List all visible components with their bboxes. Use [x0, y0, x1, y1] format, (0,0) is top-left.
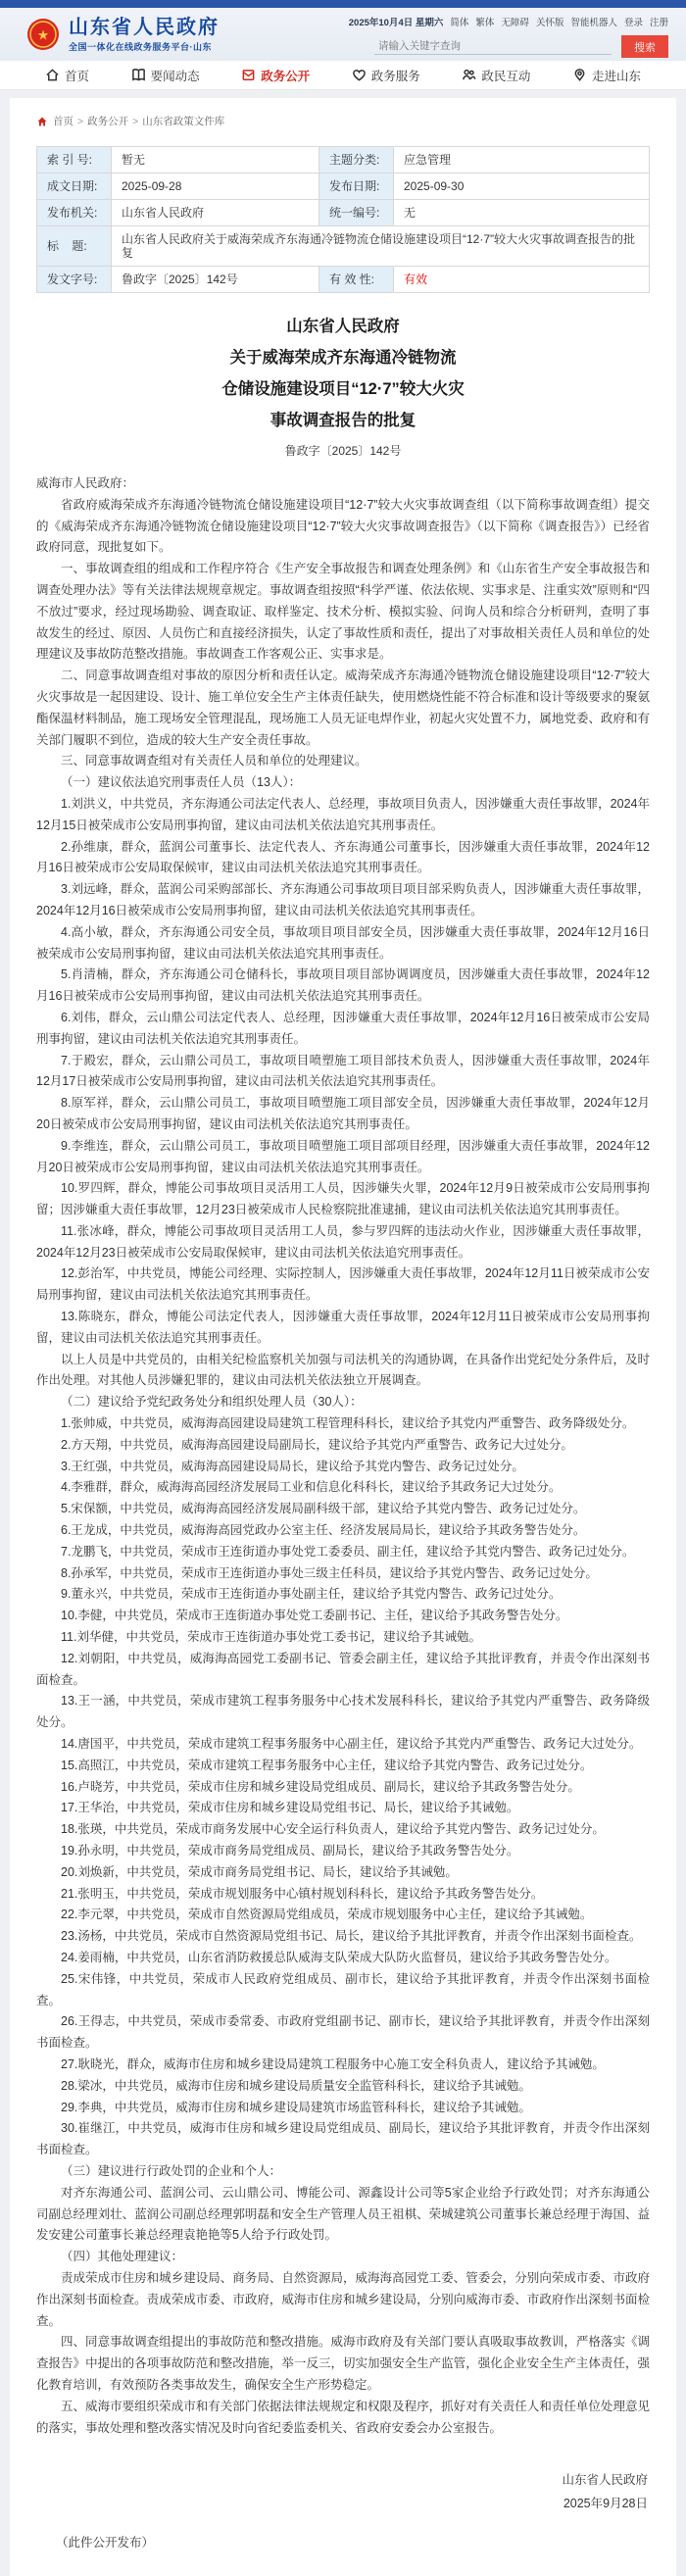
nav-home[interactable]	[45, 67, 89, 84]
table-row	[37, 226, 650, 267]
nav-news[interactable]	[131, 67, 200, 84]
document-paragraph: 27.耿晓光，群众，威海市住房和城乡建设局建筑工程服务中心施工安全科负责人，建议给予其诫勉。	[61, 2056, 605, 2071]
breadcrumb-policy-library[interactable]: 山东省政策文件库	[142, 116, 225, 127]
search-input[interactable]	[374, 38, 612, 55]
link-register[interactable]: 注册	[649, 18, 668, 28]
doc-number-value: 鲁政字〔2025〕142号	[112, 267, 319, 293]
table-row	[37, 267, 650, 293]
document-paragraph: 7.龙鹏飞，中共党员，荣成市王连街道办事处党工委委员、副主任，建议给予其党内警告、政务记过处分。	[61, 1544, 635, 1559]
document-body	[36, 473, 650, 2439]
signature-name: 山东省人民政府	[562, 2473, 648, 2488]
document-paragraph: 20.刘焕新，中共党员，荣成市商务局党组书记、局长，建议给予其诫勉。	[61, 1864, 458, 1879]
document-paragraph: 17.王华治，中共党员，荣成市住房和城乡建设局党组书记、局长，建议给予其诫勉。	[61, 1801, 519, 1815]
nav-shandong-label: 走进山东	[591, 69, 641, 83]
document-paragraph: 3.刘远峰，群众，蓝润公司采购部部长、齐东海通公司事故项目项目部采购负责人，因涉嫌重大责任事故罪，2024年12月16日被荣成市公安局刑事拘留，建议由司法机关依法追究其刑事责任。	[36, 882, 650, 917]
nav-news-label: 要闻动态	[150, 69, 200, 83]
document-paragraph: 四、同意事故调查组提出的事故防范和整改措施。威海市政府及有关部门要认真吸取事故教训，严格落实《调查报告》中提出的各项事故防范和整改措施，举一反三，切实加强安全生产监管，强化企业安全生产主体责任，强化教育培训，有效预防各类事故发生，确保安全生产形势稳定。	[36, 2335, 650, 2392]
breadcrumb-separator: >	[132, 115, 139, 127]
document-title-line: 关于威海荣成齐东海通冷链物流	[229, 349, 457, 367]
link-login[interactable]: 登录	[623, 18, 643, 28]
document-paragraph: 责成荣成市住房和城乡建设局、商务局、自然资源局，威海海高园党工委、管委会，分别向荣成市委、市政府作出深刻书面检查。责成荣成市委、市政府，威海市住房和城乡建设局，分别向威海市委、市政府作出深刻书面检查。	[36, 2270, 650, 2328]
document-title-line: 山东省人民政府	[286, 318, 400, 335]
document-paragraph: 1.刘洪义，中共党员，齐东海通公司法定代表人、总经理，事故项目负责人，因涉嫌重大责任事故罪，2024年12月15日被荣成市公安局刑事拘留，建议由司法机关依法追究其刑事责任。	[36, 796, 650, 832]
written-date-label: 成文日期:	[37, 173, 112, 200]
document-paragraph: 5.肖清楠，群众，齐东海通公司仓储科长，事故项目项目部协调调度员，因涉嫌重大责任事故罪，2024年12月16日被荣成市公安局刑事拘留，建议由司法机关依法追究其刑事责任。	[36, 967, 650, 1004]
signature-block	[36, 2468, 650, 2515]
document-paragraph: 8.原军祥，群众，云山鼎公司员工，事故项目喷塑施工项目部安全员，因涉嫌重大责任事故罪，2024年12月20日被荣成市公安局刑事拘留，建议由司法机关依法追究其刑事责任。	[36, 1096, 650, 1131]
document-paragraph: 13.陈晓东，群众，博能公司法定代表人，因涉嫌重大责任事故罪，2024年12月11日被荣成市公安局刑事拘留，建议由司法机关依法追究其刑事责任。	[36, 1310, 650, 1345]
title-value: 山东省人民政府关于威海荣成齐东海通冷链物流仓储设施建设项目“12·7”较大火灾事故调查报告的批复	[112, 226, 650, 267]
home-icon	[45, 68, 60, 82]
breadcrumb-disclosure[interactable]: 政务公开	[87, 116, 129, 127]
document-paragraph: 22.李元翠，中共党员，荣成市自然资源局党组成员，荣成市规划服务中心主任，建议给予其诫勉。	[61, 1907, 593, 1922]
table-row	[37, 173, 650, 200]
document-paragraph: 5.宋保额，中共党员，威海海高园经济发展局副科级干部，建议给予其党内警告、政务记过处分。	[61, 1502, 586, 1516]
document-meta-table	[36, 146, 650, 293]
document-paragraph: 16.卢晓芳，中共党员，荣成市住房和城乡建设局党组成员、副局长，建议给予其政务警告处分。	[61, 1779, 580, 1794]
nav-home-label: 首页	[65, 69, 90, 83]
document-paragraph: （二）建议给予党纪政务处分和组织处理人员（30人）：	[61, 1395, 363, 1410]
document-paragraph: 9.董永兴，中共党员，荣成市王连街道办事处副主任，建议给予其党内警告、政务记过处分。	[61, 1587, 562, 1602]
document-paragraph: （三）建议进行行政处罚的企业和个人：	[61, 2163, 282, 2178]
link-traditional[interactable]: 繁体	[475, 18, 495, 28]
topic-value: 应急管理	[394, 147, 650, 173]
breadcrumb	[36, 114, 650, 128]
document-paragraph: 11.张冰峰，群众，博能公司事故项目灵活用工人员，参与罗四辉的违法动火作业，因涉嫌重大责任事故罪，2024年12月23日被荣成市公安局取保候审，建议由司法机关依法追究刑事责任。	[36, 1223, 650, 1260]
index-number-value: 暂无	[112, 147, 319, 173]
site-header	[0, 8, 686, 61]
document-paragraph: 11.刘华健，中共党员，荣成市王连街道办事处党工委书记，建议给予其诫勉。	[61, 1630, 481, 1645]
nav-interaction[interactable]	[462, 67, 530, 84]
document-paragraph: 10.罗四辉，群众，博能公司事故项目灵活用工人员，因涉嫌失火罪，2024年12月9日被荣成市公安局刑事拘留；因涉嫌重大责任事故罪，12月23日被荣成市人民检察院批准逮捕，建议由司法机关依法追究其刑事责任。	[36, 1181, 650, 1217]
written-date-value: 2025-09-28	[112, 173, 319, 200]
site-logo[interactable]	[25, 17, 220, 53]
unified-number-label: 统一编号:	[319, 200, 394, 226]
doc-number-label: 发文字号:	[37, 267, 112, 293]
table-row	[37, 200, 650, 226]
agency-label: 发布机关:	[37, 200, 112, 226]
document-paragraph: 五、威海市要组织荣成市和有关部门依据法律法规规定和权限及程序，抓好对有关责任人和责任单位处理意见的落实，事故处理和整改落实情况及时向省纪委监委机关、省政府安委会办公室报告。	[36, 2399, 650, 2435]
breadcrumb-home[interactable]: 首页	[53, 116, 74, 127]
document-paragraph: 7.于殿宏，群众，云山鼎公司员工，事故项目喷塑施工项目部技术负责人，因涉嫌重大责任事故罪，2024年12月17日被荣成市公安局刑事拘留，建议由司法机关依法追究其刑事责任。	[36, 1053, 650, 1089]
document-number: 鲁政字〔2025〕142号	[284, 444, 402, 458]
document-paragraph: 8.孙承军，中共党员，荣成市王连街道办事处三级主任科员，建议给予其党内警告、政务记过处分。	[61, 1565, 598, 1580]
main-nav	[0, 61, 686, 90]
document-paragraph: 29.李典，中共党员，威海市住房和城乡建设局建筑市场监管科科长，建议给予其诫勉。	[61, 2100, 531, 2114]
header-date: 2025年10月4日 星期六	[348, 18, 444, 28]
nav-shandong[interactable]	[572, 67, 641, 84]
document-paragraph: 2.孙维康，群众，蓝润公司董事长、法定代表人、齐东海通公司董事长，因涉嫌重大责任事故罪，2024年12月16日被荣成市公安局取保候审，建议由司法机关依法追究其刑事责任。	[36, 839, 650, 875]
shandong-icon	[572, 68, 587, 82]
unified-number-value: 无	[394, 200, 650, 226]
validity-value: 有效	[394, 267, 650, 293]
document-paragraph: 6.刘伟，群众，云山鼎公司法定代表人、总经理，因涉嫌重大责任事故罪，2024年12月16日被荣成市公安局刑事拘留，建议由司法机关依法追究其刑事责任。	[36, 1010, 650, 1046]
document-paragraph: 12.刘朝阳，中共党员，威海海高园党工委副书记、管委会副主任，建议给予其批评教育，并责令作出深刻书面检查。	[36, 1651, 650, 1687]
document-paragraph: 21.张明玉，中共党员，荣成市规划服务中心镇村规划科科长，建议给予其政务警告处分。	[61, 1886, 544, 1901]
public-release-note: （此件公开发布）	[56, 2536, 155, 2551]
table-row	[37, 147, 650, 173]
nav-services-label: 政务服务	[370, 69, 420, 83]
publish-date-value: 2025-09-30	[394, 173, 650, 200]
document-paragraph: 26.王得志，中共党员，荣成市委常委、市政府党组副书记、副市长，建议给予其批评教育，并责令作出深刻书面检查。	[36, 2014, 650, 2051]
nav-services[interactable]	[352, 67, 420, 84]
nav-disclosure-label: 政务公开	[261, 69, 311, 83]
index-number-label: 索 引 号:	[37, 147, 112, 173]
document-paragraph: 威海市人民政府：	[36, 476, 135, 490]
top-blue-strip	[0, 0, 686, 8]
agency-value: 山东省人民政府	[112, 200, 319, 226]
site-subtitle: 全国一体化在线政务服务平台·山东	[69, 41, 212, 52]
document-paragraph: 12.彭治军，中共党员，博能公司经理、实际控制人，因涉嫌重大责任事故罪，2024年12月11日被荣成市公安局刑事拘留，建议由司法机关依法追究其刑事责任。	[36, 1266, 650, 1303]
document-paragraph: 一、事故调查组的组成和工作程序符合《生产安全事故报告和调查处理条例》和《山东省生产安全事故报告和调查处理办法》等有关法律法规规章规定。事故调查组按照“科学严谨、依法依规、实事求是、注重实效”原则和“四不放过”要求，经过现场勘验、调查取证、取样鉴定、技术分析、模拟实验、问询人员和综合分析研判，查明了事故发生的经过、原因、人员伤亡和直接经济损失，认定了事故性质和责任，提出了对事故相关责任人员和单位的处理建议及事故防范整改措施。事故调查工作客观公正、实事求是。	[36, 562, 650, 662]
document-paragraph: 30.崔继江，中共党员，威海市住房和城乡建设局党组成员、副局长，建议给予其批评教育，并责令作出深刻书面检查。	[36, 2121, 650, 2157]
search-button[interactable]: 搜索	[621, 35, 668, 58]
link-simplified[interactable]: 简体	[450, 18, 469, 28]
breadcrumb-home-icon	[36, 116, 48, 127]
document-paragraph: （一）建议依法追究刑事责任人员（13人）：	[61, 775, 302, 790]
document-paragraph: 1.张帅威，中共党员，威海海高园建设局建筑工程管理科科长，建议给予其党内严重警告、政务降级处分。	[61, 1416, 635, 1431]
document-paragraph: 13.王一涵，中共党员，荣成市建筑工程事务服务中心技术发展科科长，建议给予其党内严重警告、政务降级处分。	[36, 1694, 650, 1730]
emblem-icon	[25, 17, 61, 52]
header-top-links	[348, 15, 668, 28]
document-paragraph: 以上人员是中共党员的，由相关纪检监察机关加强与司法机关的沟通协调，在具备作出党纪处分条件后，及时作出处理。对其他人员涉嫌犯罪的，建议由司法机关依法独立开展调查。	[36, 1352, 650, 1388]
document-title-line: 事故调查报告的批复	[270, 412, 416, 429]
document-paragraph: 18.张瑛，中共党员，荣成市商务发展中心安全运行科负责人，建议给予其党内警告、政务记过处分。	[61, 1822, 605, 1837]
document-paragraph: 二、同意事故调查组对事故的原因分析和责任认定。威海荣成齐东海通冷链物流仓储设施建设项目“12·7”较大火灾事故是一起因建设、设计、施工单位安全生产主体责任缺失，使用燃烧性能不符合标准和设计等级要求的聚氨酯保温材料制品，施工现场安全管理混乱，现场施工人员无证电焊作业，初起火灾处置不力，属地党委、政府和有关部门履职不到位，造成的较大生产安全责任事故。	[36, 669, 650, 747]
link-care-version[interactable]: 关怀版	[535, 18, 564, 28]
topic-label: 主题分类:	[319, 147, 394, 173]
nav-disclosure[interactable]	[241, 67, 310, 84]
document-paragraph: 3.王红强，中共党员，威海海高园建设局局长，建议给予其党内警告、政务记过处分。	[61, 1459, 524, 1473]
document-paragraph: 10.李健，中共党员，荣成市王连街道办事处党工委副书记、主任，建议给予其政务警告处分。	[61, 1609, 568, 1623]
document-paragraph: 19.孙永明，中共党员，荣成市商务局党组成员、副局长，建议给予其政务警告处分。	[61, 1844, 519, 1858]
document-title	[36, 311, 650, 436]
document-paragraph: 2.方天翔，中共党员，威海海高园建设局副局长，建议给予其党内严重警告、政务记大过处分。	[61, 1437, 573, 1452]
news-icon	[131, 68, 146, 82]
link-accessibility[interactable]: 无障碍	[501, 18, 529, 28]
disclosure-icon	[241, 68, 256, 82]
document-paragraph: 4.李雅群，群众，威海海高园经济发展局工业和信息化科科长，建议给予其政务记大过处分。	[61, 1480, 562, 1495]
services-icon	[352, 68, 367, 82]
document-paragraph: 25.宋伟锋，中共党员，荣成市人民政府党组成员、副市长，建议给予其批评教育，并责令作出深刻书面检查。	[36, 1971, 650, 2007]
svg-text:★: ★	[36, 26, 50, 43]
publish-date-label: 发布日期:	[319, 173, 394, 200]
document-paragraph: 对齐东海通公司、蓝润公司、云山鼎公司、博能公司、源鑫设计公司等5家企业给予行政处罚；对齐东海通公司副总经理刘壮、蓝润公司副总经理郭明磊和安全生产管理人员王祖棋、荣城建筑公司董事长兼总经理于海国、益发安建公司董事长兼总经理袁艳艳等5人给予行政处罚。	[36, 2185, 650, 2243]
document-paragraph: 24.姜雨楠，中共党员，山东省消防救援总队威海支队荣成大队防火监督员，建议给予其政务警告处分。	[61, 1950, 617, 1964]
site-name: 山东省人民政府	[69, 16, 220, 38]
document-paragraph: 14.唐国平，中共党员，荣成市建筑工程事务服务中心副主任，建议给予其党内严重警告、政务记大过处分。	[61, 1737, 642, 1752]
link-robot[interactable]: 智能机器人	[570, 18, 617, 28]
document-paragraph: 三、同意事故调查组对有关责任人员和单位的处理建议。	[61, 754, 368, 768]
breadcrumb-separator: >	[77, 115, 84, 127]
interaction-icon	[462, 68, 476, 82]
document-paragraph: 4.高小敏，群众，齐东海通公司安全员，事故项目项目部安全员，因涉嫌重大责任事故罪，2024年12月16日被荣成市公安局刑事拘留，建议由司法机关依法追究其刑事责任。	[36, 924, 650, 961]
nav-interaction-label: 政民互动	[481, 69, 531, 83]
document-paragraph: 9.李维连，群众，云山鼎公司员工，事故项目喷塑施工项目部项目经理，因涉嫌重大责任事故罪，2024年12月20日被荣成市公安局刑事拘留，建议由司法机关依法追究其刑事责任。	[36, 1138, 650, 1174]
document-title-line: 仓储设施建设项目“12·7”较大火灾	[221, 380, 465, 398]
document-paragraph: 15.高照江，中共党员，荣成市建筑工程事务服务中心主任，建议给予其党内警告、政务记过处分。	[61, 1758, 593, 1772]
signature-date: 2025年9月28日	[563, 2497, 648, 2511]
title-label: 标 题:	[37, 226, 112, 267]
document-paragraph: 省政府威海荣成齐东海通冷链物流仓储设施建设项目“12·7”较大火灾事故调查组（以下简称事故调查组）提交的《威海荣成齐东海通冷链物流仓储设施建设项目“12·7”较大火灾事故调查报告》（以下简称《调查报告》）已经省政府同意，现批复如下。	[36, 497, 650, 555]
content-panel	[10, 98, 676, 2576]
validity-label: 有 效 性:	[319, 267, 394, 293]
document-paragraph: 23.汤杨，中共党员，荣成市自然资源局党组书记、局长，建议给予其批评教育，并责令作出深刻书面检查。	[61, 1929, 642, 1944]
document-paragraph: 6.王龙成，中共党员，威海海高园党政办公室主任、经济发展局局长，建议给予其政务警告处分。	[61, 1523, 586, 1538]
document-paragraph: （四）其他处理建议：	[61, 2250, 184, 2264]
document-paragraph: 28.梁冰，中共党员，威海市住房和城乡建设局质量安全监管科科长，建议给予其诫勉。	[61, 2078, 531, 2093]
